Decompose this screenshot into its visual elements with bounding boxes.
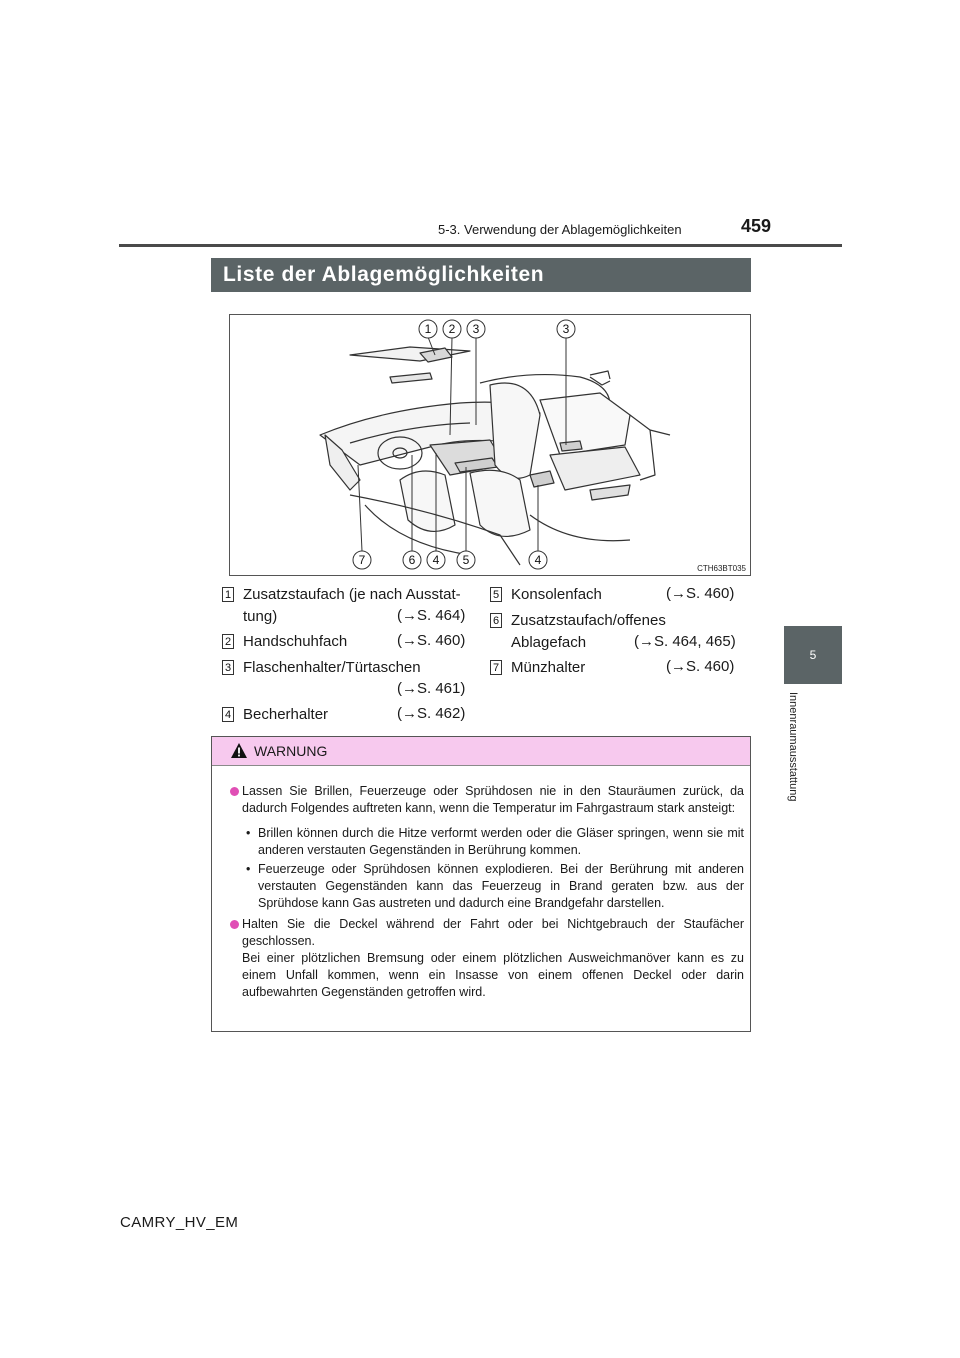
bullet-icon: • <box>246 826 251 840</box>
warning-body <box>230 783 744 1001</box>
callout-7: 7 <box>358 553 366 567</box>
callout-4b: 4 <box>534 553 542 567</box>
callout-3b: 3 <box>562 322 570 336</box>
section-heading: Liste der Ablagemöglichkeiten <box>211 258 751 292</box>
legend-text-4: Becherhalter <box>243 706 329 723</box>
warning-item <box>230 783 744 817</box>
pink-bullet-icon <box>230 920 239 929</box>
bullet-icon: • <box>246 862 251 876</box>
legend-ref-6: (→S. 464, 465) <box>634 633 736 650</box>
warning-title: WARNUNG <box>254 743 328 759</box>
chapter-tab: 5 <box>784 626 842 684</box>
legend-num-2: 2 <box>222 634 234 649</box>
warning-item <box>230 916 744 1001</box>
legend-text-7: Münzhalter <box>511 659 586 676</box>
legend-ref-5: (→S. 460) <box>666 585 735 602</box>
callout-layer <box>230 315 750 575</box>
warning-header <box>212 737 750 766</box>
warning-sub-2: Feuerzeuge oder Sprühdosen können explodieren. Bei der Berührung mit anderen verstauten Gegenständen kann das Feuerzeug in Brand geraten bzw. aus der Sprühdose kann Gas austreten und dadurch eine Brandgefahr darstellen. <box>258 862 744 910</box>
legend-ref-2: (→S. 460) <box>397 632 466 649</box>
pink-bullet-icon <box>230 787 239 796</box>
legend-num-3: 3 <box>222 660 234 675</box>
callout-5: 5 <box>462 553 470 567</box>
legend-ref-4: (→S. 462) <box>397 705 466 722</box>
legend-ref-7: (→S. 460) <box>666 658 735 675</box>
page-number: 459 <box>741 216 772 236</box>
warning-box <box>211 736 751 1032</box>
legend-text-6: Zusatzstaufach/offenes <box>511 612 666 629</box>
warning-paragraph-2a: Halten Sie die Deckel während der Fahrt oder bei Nichtgebrauch der Staufächer geschlossen. <box>242 917 744 948</box>
legend-num-4: 4 <box>222 707 234 722</box>
legend-text-3: Flaschenhalter/Türtaschen <box>243 659 421 676</box>
header-section-title: 5-3. Verwendung der Ablagemöglichkeiten <box>438 222 682 237</box>
legend-text-6b: Ablagefach <box>511 634 587 651</box>
legend-text-1b: tung) <box>243 608 278 625</box>
callout-1: 1 <box>424 322 432 336</box>
warning-icon <box>230 742 248 759</box>
warning-subitem <box>230 825 744 859</box>
header-divider <box>119 244 842 247</box>
figure-code: CTH63BT035 <box>697 564 746 573</box>
callout-6: 6 <box>408 553 416 567</box>
warning-sub-1: Brillen können durch die Hitze verformt werden oder die Gläser springen, wenn sie mit anderen verstauten Gegenständen in Berührung kommen. <box>258 826 744 857</box>
callout-4a: 4 <box>432 553 440 567</box>
legend-ref-3: (→S. 461) <box>397 680 466 697</box>
legend-text-5: Konsolenfach <box>511 586 602 603</box>
footer-code: CAMRY_HV_EM <box>120 1214 239 1231</box>
legend-text-1: Zusatzstaufach (je nach Ausstat- <box>243 586 461 603</box>
callout-2: 2 <box>448 322 456 336</box>
legend-ref-1: (→S. 464) <box>397 607 466 624</box>
warning-paragraph-2b: Bei einer plötzlichen Bremsung oder einem plötzlichen Ausweichmanöver kann es zu einem Unfall kommen, wenn ein Insasse von einem offenen Deckel oder darin aufbewahrten Gegenständen getroffen wird. <box>242 951 744 999</box>
legend-num-1: 1 <box>222 587 234 602</box>
legend-num-7: 7 <box>490 660 502 675</box>
warning-subitem <box>230 861 744 912</box>
warning-paragraph-1: Lassen Sie Brillen, Feuerzeuge oder Sprühdosen nie in den Stauräumen zurück, da dadurch Folgendes auftreten kann, wenn die Temperatur im Fahrgastraum stark ansteigt: <box>242 784 744 815</box>
callout-3a: 3 <box>472 322 480 336</box>
legend-text-2: Handschuhfach <box>243 633 348 650</box>
interior-storage-figure <box>229 314 751 576</box>
legend-num-5: 5 <box>490 587 502 602</box>
chapter-label: Innenraumausstattung <box>787 692 799 802</box>
legend-num-6: 6 <box>490 613 502 628</box>
